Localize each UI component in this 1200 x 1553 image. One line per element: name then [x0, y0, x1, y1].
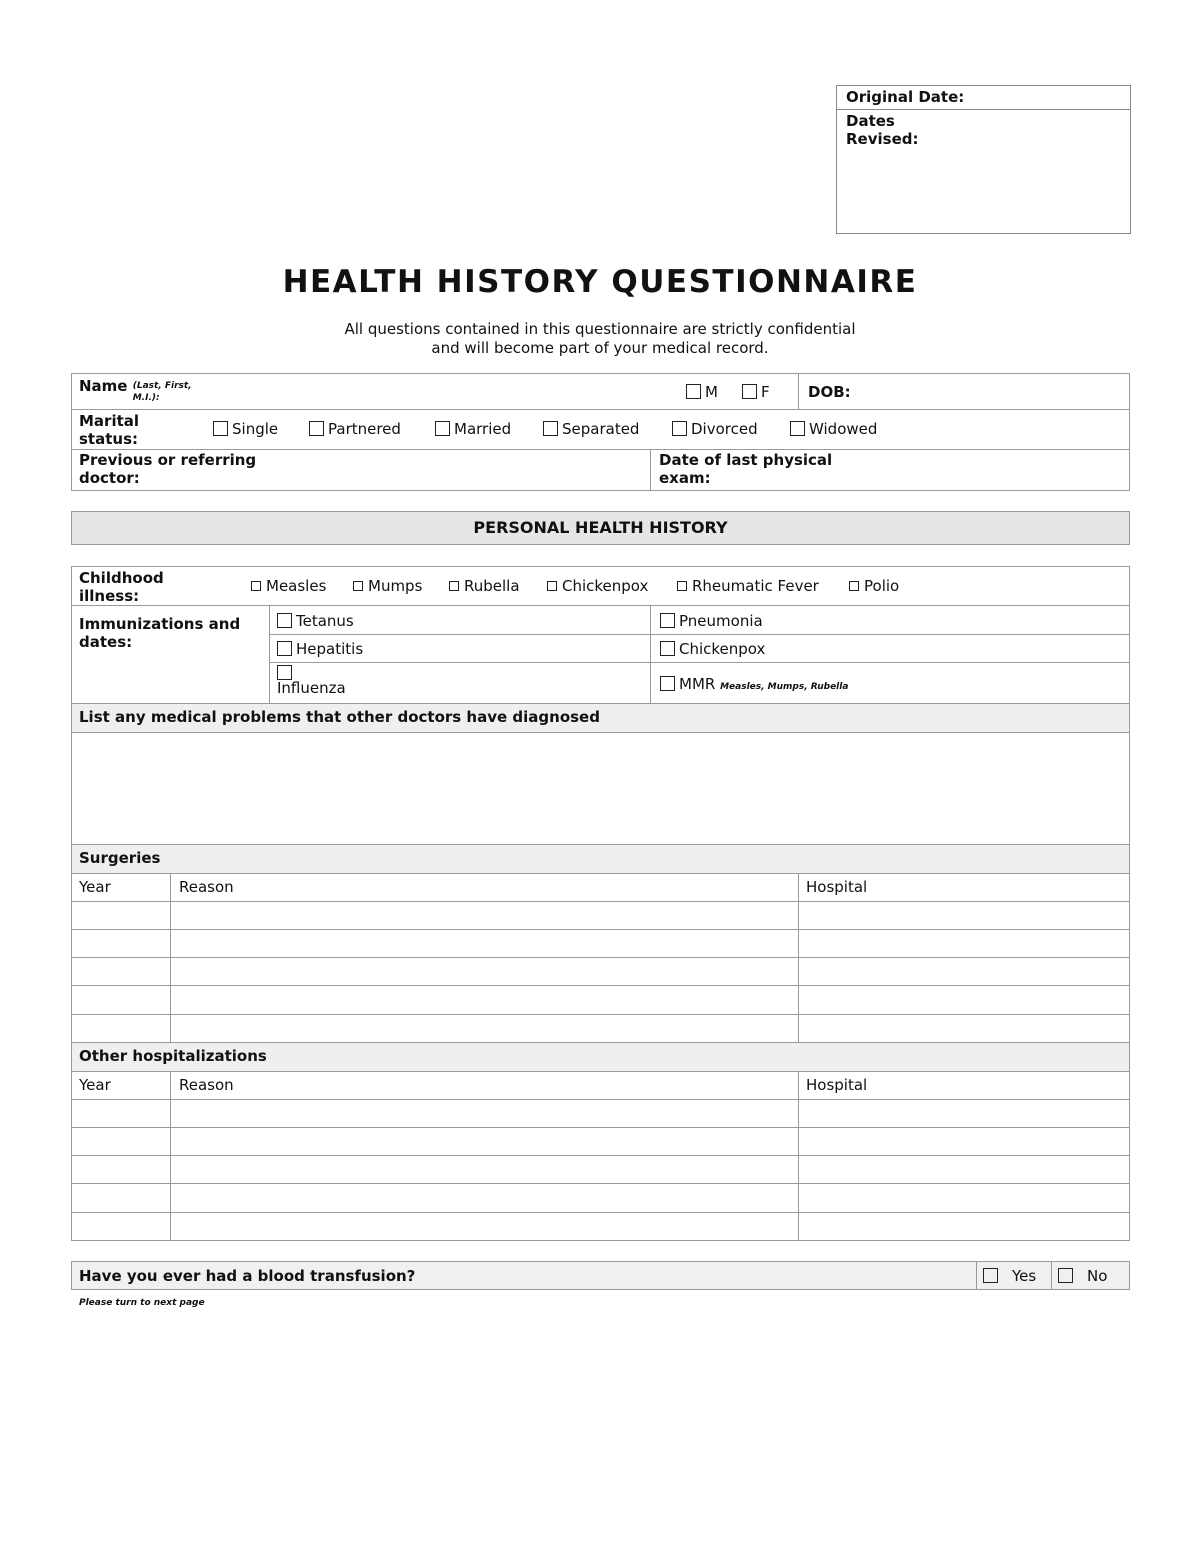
medical-problems-label: List any medical problems that other doctors have diagnosed: [79, 708, 600, 726]
checkbox-icon[interactable]: [277, 641, 292, 656]
medical-problems-area[interactable]: [72, 733, 1129, 844]
immunization-chickenpox[interactable]: [660, 640, 765, 658]
footer-note: Please turn to next page: [79, 1298, 205, 1308]
immunizations-label: Immunizations and dates:: [79, 615, 241, 651]
transfusion-yes[interactable]: [983, 1267, 1036, 1285]
childhood-mumps[interactable]: [353, 577, 422, 595]
immunization-label: Influenza: [277, 679, 346, 697]
sex-f-label: F: [761, 383, 770, 401]
checkbox-icon[interactable]: [790, 421, 805, 436]
marital-divorced[interactable]: [672, 420, 758, 438]
childhood-option-label: Mumps: [368, 577, 423, 595]
checkbox-icon[interactable]: [543, 421, 558, 436]
checkbox-icon[interactable]: [277, 665, 292, 680]
childhood-option-label: Measles: [266, 577, 327, 595]
last-exam-field[interactable]: Date of last physical exam:: [659, 451, 833, 487]
checkbox-icon[interactable]: [672, 421, 687, 436]
revision-box: [836, 85, 1131, 234]
section-header: PERSONAL HEALTH HISTORY: [71, 511, 1130, 545]
childhood-label: Childhood illness:: [79, 569, 164, 605]
surgeries-col-hospital: Hospital: [806, 878, 868, 896]
checkbox-icon[interactable]: [677, 581, 687, 591]
marital-option-label: Single: [232, 420, 279, 438]
immunization-tetanus[interactable]: [277, 612, 354, 630]
checkbox-icon[interactable]: [660, 676, 675, 691]
page-title: HEALTH HISTORY QUESTIONNAIRE: [282, 264, 918, 300]
immunization-label: Hepatitis: [296, 640, 364, 658]
childhood-measles[interactable]: [251, 577, 326, 595]
marital-option-label: Partnered: [328, 420, 401, 438]
surgeries-rows[interactable]: [72, 902, 1129, 1042]
marital-label: Marital status:: [79, 412, 140, 448]
transfusion-no-label: No: [1087, 1267, 1108, 1285]
checkbox-icon[interactable]: [660, 613, 675, 628]
checkbox-icon[interactable]: [277, 613, 292, 628]
checkbox-icon[interactable]: [686, 384, 701, 399]
dates-revised-label: Dates Revised:: [846, 112, 919, 148]
marital-married[interactable]: [435, 420, 511, 438]
immunization-mmr[interactable]: [660, 675, 848, 696]
checkbox-icon[interactable]: [213, 421, 228, 436]
page-subtitle: [0, 320, 1200, 358]
checkbox-icon[interactable]: [353, 581, 363, 591]
subtitle-line-1: All questions contained in this questionnaire are strictly confidential: [344, 320, 856, 338]
immunization-label: Pneumonia: [679, 612, 763, 630]
hospitalizations-col-reason: Reason: [179, 1076, 234, 1094]
hospitalizations-col-year: Year: [79, 1076, 111, 1094]
name-label: Name: [79, 377, 128, 395]
subtitle-line-2: and will become part of your medical record.: [431, 339, 769, 357]
original-date-label: Original Date:: [837, 86, 1130, 110]
marital-single[interactable]: [213, 420, 278, 438]
referring-doctor-field[interactable]: Previous or referring doctor:: [79, 451, 257, 487]
surgeries-col-year: Year: [79, 878, 111, 896]
transfusion-question: Have you ever had a blood transfusion?: [79, 1267, 416, 1285]
sex-f-option[interactable]: [742, 383, 770, 401]
childhood-polio[interactable]: [849, 577, 899, 595]
surgeries-col-reason: Reason: [179, 878, 234, 896]
sex-m-option[interactable]: [686, 383, 718, 401]
marital-partnered[interactable]: [309, 420, 401, 438]
childhood-option-label: Rheumatic Fever: [692, 577, 819, 595]
checkbox-icon[interactable]: [435, 421, 450, 436]
immunization-pneumonia[interactable]: [660, 612, 763, 630]
checkbox-icon[interactable]: [742, 384, 757, 399]
mmr-note: Measles, Mumps, Rubella: [720, 682, 849, 692]
surgeries-title: Surgeries: [79, 849, 161, 867]
checkbox-icon[interactable]: [983, 1268, 998, 1283]
childhood-option-label: Rubella: [464, 577, 520, 595]
checkbox-icon[interactable]: [849, 581, 859, 591]
transfusion-yes-label: Yes: [1012, 1267, 1037, 1285]
hospitalizations-rows[interactable]: [72, 1100, 1129, 1240]
marital-option-label: Separated: [562, 420, 640, 438]
childhood-chickenpox[interactable]: [547, 577, 648, 595]
checkbox-icon[interactable]: [309, 421, 324, 436]
childhood-rheumatic-fever[interactable]: [677, 577, 819, 595]
checkbox-icon[interactable]: [449, 581, 459, 591]
checkbox-icon[interactable]: [251, 581, 261, 591]
sex-m-label: M: [705, 383, 718, 401]
immunization-label: Chickenpox: [679, 640, 766, 658]
immunization-label: Tetanus: [296, 612, 354, 630]
marital-option-label: Married: [454, 420, 512, 438]
name-field[interactable]: [79, 377, 203, 404]
checkbox-icon[interactable]: [1058, 1268, 1073, 1283]
hospitalizations-title: Other hospitalizations: [79, 1047, 267, 1065]
checkbox-icon[interactable]: [547, 581, 557, 591]
childhood-option-label: Polio: [864, 577, 900, 595]
checkbox-icon[interactable]: [660, 641, 675, 656]
immunization-label: MMR: [679, 675, 716, 693]
marital-separated[interactable]: [543, 420, 639, 438]
marital-option-label: Widowed: [809, 420, 878, 438]
marital-widowed[interactable]: [790, 420, 877, 438]
dob-field[interactable]: DOB:: [808, 383, 851, 401]
hospitalizations-col-hospital: Hospital: [806, 1076, 868, 1094]
marital-option-label: Divorced: [691, 420, 758, 438]
immunization-hepatitis[interactable]: [277, 640, 363, 658]
childhood-option-label: Chickenpox: [562, 577, 649, 595]
transfusion-no[interactable]: [1058, 1267, 1107, 1285]
immunization-influenza[interactable]: [277, 665, 346, 697]
name-hint: (Last, First, M.I.):: [132, 381, 192, 403]
childhood-rubella[interactable]: [449, 577, 520, 595]
